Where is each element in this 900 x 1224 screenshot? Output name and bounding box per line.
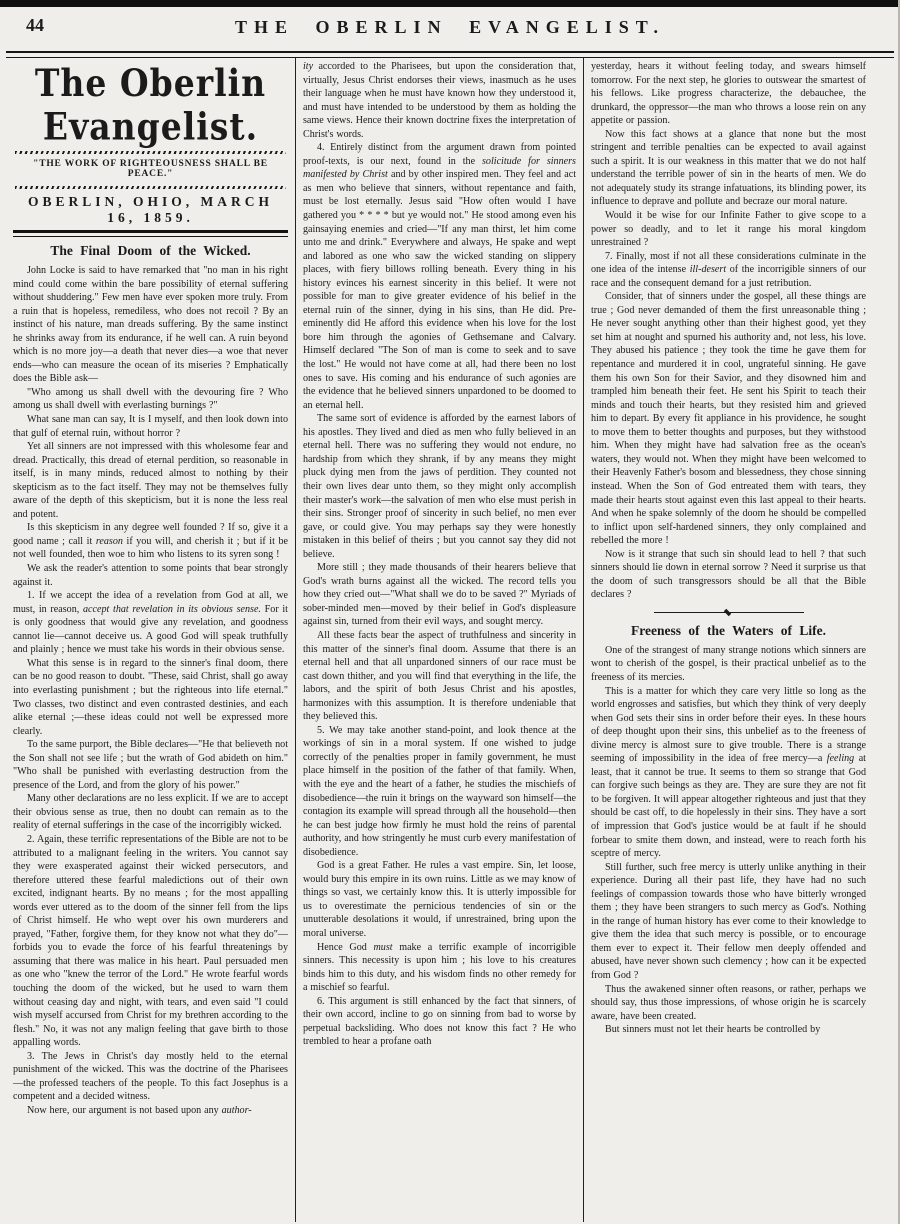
article-text-column-1 bbox=[13, 264, 288, 1117]
paragraph: ity accorded to the Pharisees, but upon the consideration that, virtually, Jesus Christ endorses their views, inasmuch as he uses their language when he must have known how they understood it, and must have intended to be understood by them as holding the same views. Hence their known doctrine fixes the interpretation of Christ's words. bbox=[303, 61, 576, 140]
masthead-rule bbox=[13, 230, 288, 237]
article-text-column-3-lower bbox=[591, 644, 866, 1037]
paragraph: The same sort of evidence is afforded by the earnest labors of his apostles. They lived and died as men who fully believed in an eternal hell. There was no suffering they would not endure, no hardship from which they shrank, if by any means they might pluck dying men from the jaws of perdition. They counted not their own lives dear unto them, so they might only accomplish their master's work—the salvation of men who else must perish in their sins. Stronger proof of sincerity in such belief, no men ever gave, or could give. You may perhaps say they were honestly mistaken in this belief of theirs ; but you cannot say they did not believe. bbox=[303, 413, 576, 560]
article-text-column-3-upper bbox=[591, 60, 866, 602]
paragraph: This is a matter for which they care very little so long as the world engrosses and satisfies, but which they think of very deeply when God sets their sins in order before their eyes. In these hours of deep thought upon their sins, this unbelief as to the freeness of divine mercy is almost sure to give trouble. There is a strange seeming of impossibility in the idea of free mercy—a feeling at least, that it cannot be true. It seems to them so strange that God can forgive such beings as they are. They are sure they are not fit to be forgiven. It will appear altogether righteous and just that they should be cast off, to die hopelessly in their sins. They have a sort of impression that God's justice would be at fault if he should forbear to smite them down, and instead, were to reach forth his sceptre of mercy. bbox=[591, 685, 866, 860]
masthead-wavy-rule-top bbox=[15, 151, 286, 154]
paragraph: What sane man can say, It is I myself, and then look down into that gulf of eternal ruin, without horror ? bbox=[13, 414, 288, 439]
column-container bbox=[6, 58, 894, 1222]
paragraph: One of the strangest of many strange notions which sinners are wont to cherish of the gospel, is their practical unbelief as to the freeness of its mercies. bbox=[591, 644, 866, 683]
masthead-wavy-rule-bottom bbox=[15, 186, 286, 189]
top-border-bar bbox=[0, 0, 900, 7]
column-right bbox=[584, 58, 873, 1222]
paragraph: 3. The Jews in Christ's day mostly held to the eternal punishment of the wicked. This was the doctrine of the Pharisees—the professed teachers of the people. To this fact Josephus is a competent and a decided witness. bbox=[13, 1050, 288, 1103]
paragraph: 5. We may take another stand-point, and look thence at the workings of sin in a moral system. If one wished to judge correctly of the penalties proper in family government, he must place himself in the position of the father of that family. When, with the eye and the heart of a father, he studies the mischiefs of disobedience—the ruin it brings on the wayward son himself—the contagion its example will spread through all the household—then he can best judge how firmly he must hold the reins of parental authority, and how stringently he must curb every manifestation of disobedience. bbox=[303, 724, 576, 858]
paragraph: 6. This argument is still enhanced by the fact that sinners, of their own accord, incline to go on sinning from bad to worse by perpetual backsliding. Who does not know this fact ? He who trembled to hear a profane oath bbox=[303, 995, 576, 1048]
paragraph: But sinners must not let their hearts be controlled by bbox=[605, 1024, 821, 1036]
paragraph: What this sense is in regard to the sinner's final doom, there can be no good reason to doubt. "These, said Christ, shall go away into everlasting punishment ; but the righteous into life eternal." Two classes, two distinct and even contrasted destinies, and each alike eternal ;—these ideas could not well be expressed more clearly. bbox=[13, 657, 288, 737]
article-title-final-doom: The Final Doom of the Wicked. bbox=[50, 243, 251, 258]
paragraph: More still ; they made thousands of their hearers believe that God's wrath burns against all the wicked. The record tells you how they cried out—"What shall we do to be saved ?" Myriads of sober-minded men—moved by their belief in God's displeasure against sin, turned from their evil ways, and sought mercy. bbox=[303, 562, 576, 628]
paragraph: Now here, our argument is not based upon any author- bbox=[27, 1104, 252, 1116]
masthead-motto: "THE WORK OF RIGHTEOUSNESS SHALL BE PEACE." bbox=[33, 159, 268, 179]
paragraph: Still further, such free mercy is utterly unlike anything in their experience. During all their past life, they have had no such feelings of compassion towards those who have bitterly wronged them ; they have been strangers to such mercy as God's. Nothing in the range of human history has ever come to their knowledge to give them the idea that such mercy is possible, or to encourage them ever to expect it. Their fellow men deeply offended and abused, have never shown such clemency ; how can it be expected from God ? bbox=[591, 861, 866, 981]
paragraph: 2. Again, these terrific representations of the Bible are not to be attributed to a malignant feeling in the writers. You cannot say they were exasperated against their wicked persecutors, and therefore uttered these fearful maledictions out of their own excited, indignant hearts. By no means ; for the most appalling words ever uttered as to the doom of the sinner fell from the lips of Christ himself. He who wept over his own murderers and prayed, "Father, forgive them, for they know not what they do"—forbids you to evade the force of his fearful threatenings by assuming that there was malice in his heart. Paul persuaded men as one who "knew the terror of the Lord." He wrote fearful words touching the doom of the wicked, but he used to warn them without ceasing day and night, with tears, and even said "I could wish myself accursed from Christ for my brethren according to the flesh." No, it was not any malign feeling that gave birth to those appalling words. bbox=[13, 833, 288, 1049]
masthead-dateline: OBERLIN, OHIO, MARCH 16, 1859. bbox=[27, 194, 273, 225]
paragraph: John Locke is said to have remarked that "no man in his right mind could come within the bare possibility of eternal suffering without shuddering." Few men have ever spoken more truly. From a ruin that is hopeless, remediless, who does not recoil ? By an instinct of his nature, man dreads suffering. By the same instinct he shrinks away from its endurance, if he well can. A ruin beyond which is no more joy—a death that never dies—a woe that never ends—who can measure the ocean of its miseries ? Emphatically does the Bible ask— bbox=[13, 265, 288, 385]
paragraph: Would it be wise for our Infinite Father to give scope to a power so deadly, and to let it range his moral kingdom unrestrained ? bbox=[591, 210, 866, 249]
page-header bbox=[0, 7, 900, 47]
paragraph: Hence God must make a terrific example of incorrigible sinners. This necessity is upon him ; his love to his creatures binds him to this duty, and his wisdom finds no other remedy for a mischief so fearful. bbox=[303, 941, 576, 994]
article-text-column-2 bbox=[303, 60, 576, 1049]
section-divider bbox=[654, 608, 804, 617]
article-title-freeness: Freeness of the Waters of Life. bbox=[631, 622, 826, 638]
paragraph: 7. Finally, most if not all these considerations culminate in the one idea of the intense ill-desert of the incorrigible sinners of our race and the consequent demand for a just retribution. bbox=[591, 250, 866, 289]
paragraph: Is this skepticism in any degree well founded ? If so, give it a good name ; call it reason if you will, and cherish it ; but if it be not well founded, then woe to him who listens to its syren song ! bbox=[13, 522, 288, 561]
paragraph: Now this fact shows at a glance that none but the most stringent and terrible penalties can be expected to avail against such a spirit. It is our weakness in this matter that we do not half understand the terrible power of sin in the hearts of men. We do not adequately study its strange infatuations, its blinding power, its influence to deprave and pollute and becraze our moral nature. bbox=[591, 128, 866, 208]
paragraph: All these facts bear the aspect of truthfulness and sincerity in this matter of the sinner's final doom. Assume that there is an eternal hell and that all unpardoned sinners of our race must be cast down thither, and you will find that everything in the life, the labors, and the spirit of both Jesus Christ and his apostles, harmonizes with this assumption. It is therefore undeniable that they believed this. bbox=[303, 629, 576, 723]
paragraph: Many other declarations are no less explicit. If we are to accept their obvious sense as true, then no doubt can remain as to the reality of eternal sufferings in the case of the incorrigibly wicked. bbox=[13, 793, 288, 832]
paragraph: God is a great Father. He rules a vast empire. Sin, let loose, would bury this empire in its own ruins. Little as we may know of things so vast, we certainly know this. It is utterly impossible for us to overestimate the pernicious tendencies of sin or the unutterable desolations it would, if unrestrained, bring upon the moral universe. bbox=[303, 860, 576, 939]
column-left bbox=[6, 58, 295, 1222]
paragraph: yesterday, hears it without feeling today, and swears himself tomorrow. For the next step, he glories to outswear the smartest of his fellows. Like progress characterize, the debauchee, the drunkard, the oppressor—the man who throws a loose rein on any appetite or passion. bbox=[591, 61, 866, 127]
paragraph: 4. Entirely distinct from the argument drawn from pointed proof-texts, is our next, found in the solicitude for sinners manifested by Christ and by other inspired men. They feel and act as men who believe that sinners, without repentance and faith, must be lost eternally. Jesus said "How often would I have gathered you * * * * but ye would not." He stood among even his gainsaying enemies and cried—"If any man thirst, let him come unto me and drink." Everywhere and always, He spake and wept and labored as one who saw the wicked standing on slippery places, with fiery billows rolling beneath. Every thing in his history evinces his earnest sincerity in this belief. It were not possible for man to give greater evidence of his belief in the eternal ruin of the sinner, dying in his sins, than He did. Pre-eminently did He afford this evidence when his love for the lost bore him through the agonies of Gethsemane and Calvary. Himself declared "The Son of man is come to seek and to save the lost." He would not have come at all, had there been no lost ones to save. His coming and his endurance of such agonies are the evidence that he believed sinners unpardoned to be doomed to an eternal hell. bbox=[303, 142, 576, 411]
column-center bbox=[295, 58, 584, 1222]
running-title: THE OBERLIN EVANGELIST. bbox=[235, 17, 665, 37]
paragraph: Yet all sinners are not impressed with this wholesome fear and dread. Practically, this dread of eternal perdition, so reasonable in itself, is in many minds, reduced almost to nothing by their skepticism as to the fact itself. They may not be themselves fully aware of the depth of this skepticism, but it is none the less real and potent. bbox=[13, 441, 288, 520]
page-number: 44 bbox=[26, 15, 44, 35]
masthead-title: The Oberlin Evangelist. bbox=[34, 61, 267, 149]
paragraph: Consider, that of sinners under the gospel, all these things are true ; God never demanded of them the first unreasonable thing ; He never sought anything other than their highest good, yet they set him at nought and spurned his authority and, not less, his love. They abused his patience ; they took the time he gave them for repentance and murdered it in cool, ungrateful sinning. He gave them his own Son for their Savior, and they disowned him and trampled him beneath their feet. He sent his Spirit to teach their minds and touch their hearts, but they resisted him and grieved him to depart. By every fit appliance in his providence, he sought to move them to better thoughts and purposes, but they withstood him. When they might have had salvation free as the ocean's waters, they would not. When they might have been welcomed to their Heavenly Father's bosom and blessedness, they chose sinning instead. When the Son of God entreated them with tears, they made their hearts stout against even this last appeal to their hearts. And when he spake solemnly of the doom he should be compelled to inflict upon self-hardened sinners, they only complained and rebelled the more ! bbox=[591, 291, 866, 547]
header-rule bbox=[6, 51, 894, 58]
paragraph: Thus the awakened sinner often reasons, or rather, perhaps we should say, thus those impressions, of whose origin he is scarcely aware, have been created. bbox=[591, 983, 866, 1022]
paragraph: 1. If we accept the idea of a revelation from God at all, we must, in reason, accept that revelation in its obvious sense. For it is only goodness that would give any revelation, and goodness cannot lie—cannot deceive us. A good God will speak truthfully and plainly ; hence we must take his words in their obvious sense. bbox=[13, 590, 288, 656]
paragraph: "Who among us shall dwell with the devouring fire ? Who among us shall dwell with everlasting burnings ?" bbox=[13, 386, 288, 412]
newspaper-page bbox=[0, 7, 900, 1224]
paragraph: Now is it strange that such sin should lead to hell ? that such sinners should lie down in eternal sorrow ? Need it surprise us that the doom of such transgressors should be all that the Bible declares ? bbox=[591, 548, 866, 601]
paragraph: We ask the reader's attention to some points that bear strongly against it. bbox=[13, 563, 288, 588]
masthead bbox=[13, 61, 288, 237]
paragraph: To the same purport, the Bible declares—"He that believeth not the Son shall not see life ; but the wrath of God abideth on him." "Who shall be punished with everlasting destruction from the presence of the Lord, and from the glory of his power." bbox=[13, 739, 288, 791]
